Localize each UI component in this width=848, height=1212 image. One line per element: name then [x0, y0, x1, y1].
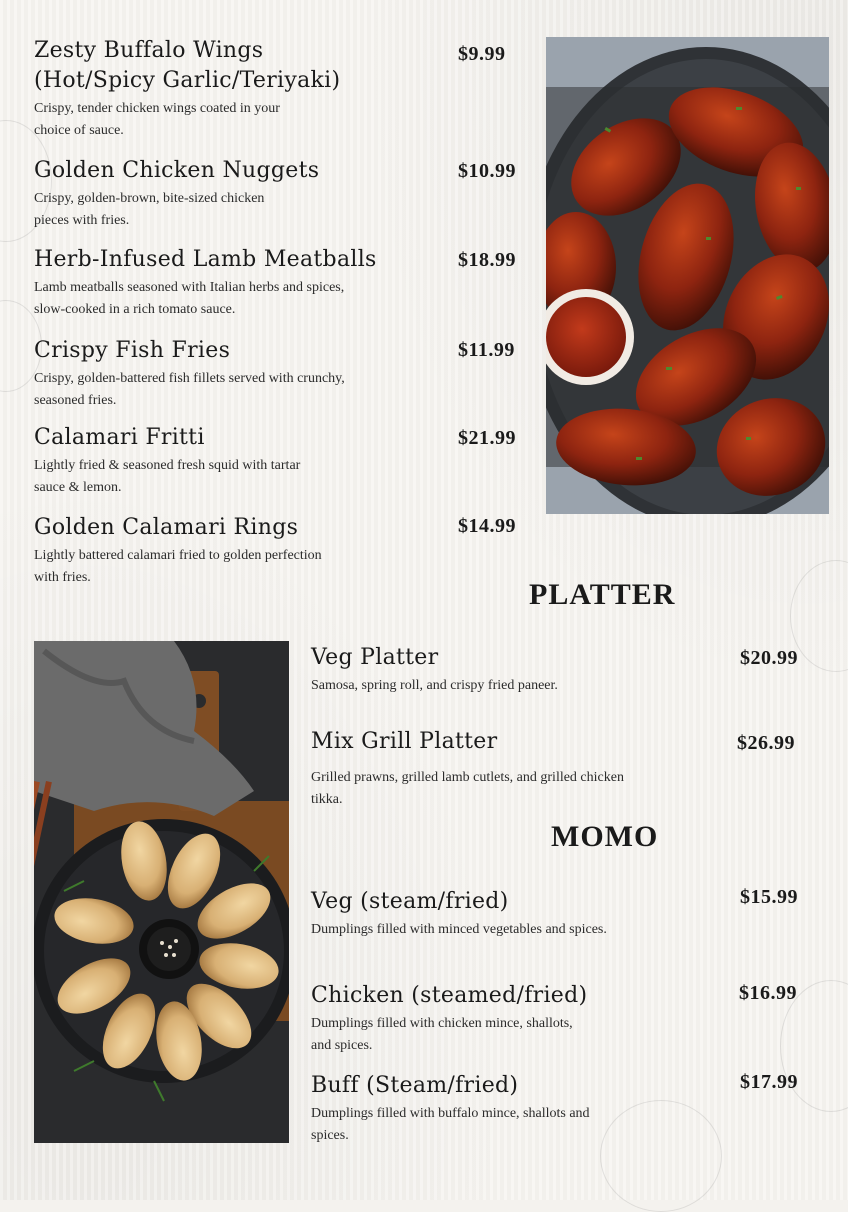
- item-price: $16.99: [739, 982, 797, 1004]
- item-name: Veg (steam/fried): [311, 889, 509, 914]
- item-price: $26.99: [737, 732, 795, 754]
- item-name: Herb-Infused Lamb Meatballs: [34, 247, 377, 272]
- item-name: Veg Platter: [311, 645, 439, 670]
- item-price: $14.99: [458, 515, 516, 537]
- item-description: Dumplings filled with buffalo mince, shallots and spices.: [311, 1106, 590, 1143]
- menu-item-calamari-rings: [34, 513, 434, 589]
- item-name: Crispy Fish Fries: [34, 338, 231, 363]
- item-price: $20.99: [740, 647, 798, 669]
- momo-dumplings-illustration: [34, 641, 289, 1143]
- momo-dumplings-photo: [34, 641, 289, 1143]
- menu-item-chicken-nuggets: [34, 156, 434, 232]
- item-name: Chicken (steamed/fried): [311, 983, 588, 1008]
- menu-item-veg-platter: [311, 643, 711, 697]
- menu-item-veg-momo: [311, 887, 711, 941]
- item-price: $10.99: [458, 160, 516, 182]
- item-name: Golden Calamari Rings: [34, 515, 299, 540]
- item-name: Mix Grill Platter: [311, 729, 498, 754]
- item-description: Lamb meatballs seasoned with Italian herbs and spices, slow-cooked in a rich tomato sauce.: [34, 280, 345, 317]
- item-name: Buff (Steam/fried): [311, 1073, 519, 1098]
- item-description: Lightly battered calamari fried to golden perfection with fries.: [34, 548, 322, 585]
- item-price: $9.99: [458, 43, 506, 65]
- item-description: Crispy, golden-brown, bite-sized chicken pieces with fries.: [34, 191, 265, 228]
- menu-item-mix-grill-platter: [311, 727, 711, 811]
- menu-item-lamb-meatballs: [34, 245, 434, 321]
- chicken-wings-illustration: [546, 37, 829, 514]
- item-price: $17.99: [740, 1071, 798, 1093]
- item-price: $15.99: [740, 886, 798, 908]
- item-name: Calamari Fritti: [34, 425, 205, 450]
- item-description: Grilled prawns, grilled lamb cutlets, and grilled chicken tikka.: [311, 770, 624, 807]
- item-description: Lightly fried & seasoned fresh squid with tartar sauce & lemon.: [34, 458, 301, 495]
- menu-item-buff-momo: [311, 1071, 711, 1147]
- item-description: Dumplings filled with minced vegetables and spices.: [311, 922, 607, 937]
- item-price: $11.99: [458, 339, 515, 361]
- item-name: Zesty Buffalo Wings (Hot/Spicy Garlic/Teriyaki): [34, 38, 341, 93]
- item-description: Samosa, spring roll, and crispy fried paneer.: [311, 678, 558, 693]
- item-description: Crispy, tender chicken wings coated in your choice of sauce.: [34, 101, 280, 138]
- menu-item-calamari-fritti: [34, 423, 434, 499]
- item-description: Dumplings filled with chicken mince, shallots, and spices.: [311, 1016, 573, 1053]
- item-name: Golden Chicken Nuggets: [34, 158, 320, 183]
- chicken-wings-photo: [546, 37, 829, 514]
- section-heading-momo: MOMO: [551, 820, 659, 853]
- item-price: $21.99: [458, 427, 516, 449]
- section-heading-platter: PLATTER: [529, 578, 676, 611]
- menu-item-chicken-momo: [311, 981, 711, 1057]
- menu-item-buffalo-wings: [34, 36, 434, 142]
- item-description: Crispy, golden-battered fish fillets served with crunchy, seasoned fries.: [34, 371, 345, 408]
- menu-item-fish-fries: [34, 336, 434, 412]
- item-price: $18.99: [458, 249, 516, 271]
